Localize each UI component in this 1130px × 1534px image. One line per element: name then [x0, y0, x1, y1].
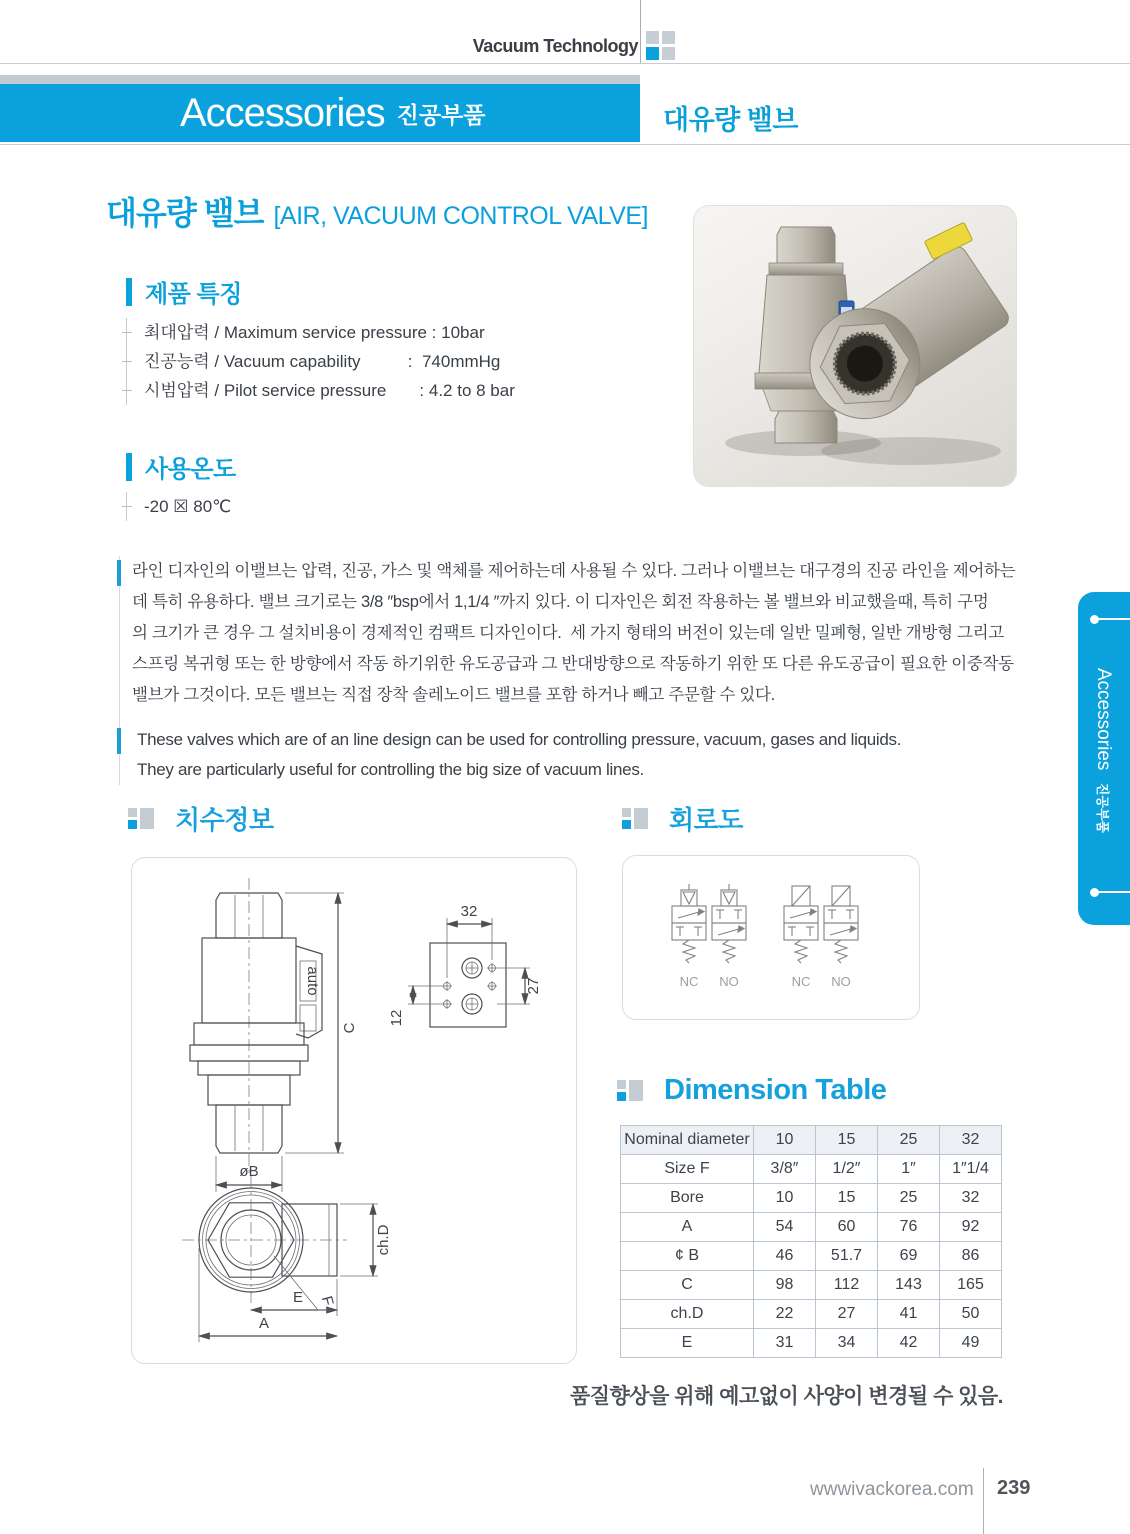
feature-item: 시범압력 / Pilot service pressure : 4.2 to 8 bar [127, 376, 687, 405]
checker-section-icon [622, 808, 654, 829]
circuit-label-no-2: NO [831, 974, 851, 989]
brand-header: Vacuum Technology [472, 36, 638, 56]
table-cell-value: 112 [816, 1271, 878, 1300]
spec-change-footnote: 품질향상을 위해 예고없이 사양이 변경될 수 있음. [569, 1385, 1003, 1408]
category-title: Accessories [180, 90, 385, 135]
valve-symbol-nc-pilot [672, 884, 706, 963]
checker-section-icon [617, 1080, 649, 1101]
section-heading-features [126, 274, 242, 309]
table-header-value: 25 [878, 1126, 940, 1155]
dim-label-c: C [341, 1022, 358, 1034]
valve-photo-illustration [693, 205, 1017, 487]
description-block [119, 556, 1082, 785]
table-cell-value: 41 [878, 1300, 940, 1329]
description-line-korean: 라인 디자인의 이밸브는 압력, 진공, 가스 및 액체를 제어하는데 사용될 수 있다. 그러나 이밸브는 대구경의 진공 라인을 제어하는 [132, 562, 1016, 580]
dim-label-f: F [317, 1294, 337, 1308]
table-cell-value: 51.7 [816, 1242, 878, 1271]
valve-symbol-nc-solenoid [784, 886, 818, 963]
checker-section-icon [128, 808, 160, 829]
table-row-label: Size F [621, 1155, 754, 1184]
page-title-english: [AIR, VACUUM CONTROL VALVE] [273, 202, 648, 230]
circuit-diagram [623, 856, 919, 1019]
description-line-korean: 스프링 복귀형 또는 한 방향에서 작동 하기위한 유도공급과 그 반대방향으로 작동하기 위한 또 다른 유도공급이 필요한 이중작동 [132, 655, 1014, 673]
page-title-korean: 대유량 밸브 [106, 195, 264, 231]
page-number-divider [983, 1468, 984, 1534]
section-heading-circuit [622, 800, 743, 837]
description-line-korean: 데 특히 유용하다. 밸브 크기로는 3/8 ″bsp에서 1,1/4 ″까지 있다. 이 디자인은 회전 작용하는 볼 밸브와 비교했을때, 특히 구멍 [132, 593, 989, 611]
table-cell-value: 15 [816, 1184, 878, 1213]
table-row [621, 1155, 1002, 1184]
tab-line-bottom [1096, 891, 1130, 893]
description-line-english: They are particularly useful for controlling the big size of vacuum lines. [137, 760, 644, 779]
table-row-label: C [621, 1271, 754, 1300]
table-row [621, 1184, 1002, 1213]
tab-label-korean: 진공부품 [1095, 782, 1110, 834]
description-line-korean: 밸브가 그것이다. 모든 밸브는 직접 장착 솔레노이드 밸브를 포함 하거나 빼고 주문할 수 있다. [132, 686, 775, 704]
header-rule-bottom [0, 144, 1130, 145]
table-cell-value: 92 [940, 1213, 1002, 1242]
table-cell-value: 1″ [878, 1155, 940, 1184]
section-heading-dimension-table [617, 1074, 886, 1107]
feature-item: 최대압력 / Maximum service pressure : 10bar [127, 318, 687, 347]
table-cell-value: 50 [940, 1300, 1002, 1329]
dimension-table-heading-label: Dimension Table [664, 1074, 887, 1106]
valve-symbol-no-solenoid [824, 886, 858, 963]
table-cell-value: 10 [754, 1184, 816, 1213]
table-cell-value: 165 [940, 1271, 1002, 1300]
table-row [621, 1271, 1002, 1300]
table-header-label: Nominal diameter [621, 1126, 754, 1155]
table-row-label: A [621, 1213, 754, 1242]
table-row [621, 1213, 1002, 1242]
category-banner [0, 84, 640, 142]
header-divider-vertical [640, 0, 641, 63]
dim-label-e: E [292, 1289, 304, 1306]
table-cell-value: 22 [754, 1300, 816, 1329]
feature-list [126, 318, 687, 405]
temperature-list [126, 492, 687, 521]
tab-label [1092, 668, 1114, 833]
dimensions-heading-label: 치수정보 [175, 805, 274, 835]
valve-side-label: auto [304, 966, 321, 996]
category-gray-bar [0, 75, 640, 84]
table-header-value: 10 [754, 1126, 816, 1155]
table-cell-value: 98 [754, 1271, 816, 1300]
circuit-diagram-panel [622, 855, 920, 1020]
circuit-label-nc-1: NC [679, 974, 699, 989]
table-cell-value: 69 [878, 1242, 940, 1271]
dimension-drawing-panel [131, 857, 577, 1364]
dim-label-ob: øB [239, 1163, 259, 1180]
heading-accent-bar [126, 278, 132, 306]
sidebar-tab-accessories [1078, 592, 1130, 925]
circuit-heading-label: 회로도 [669, 805, 743, 835]
description-line-english: These valves which are of an line design can be used for controlling pressure, vacuum, gases and liquids. [137, 730, 902, 749]
dim-label-32: 32 [460, 903, 478, 920]
tab-line-top [1096, 618, 1130, 620]
description-english [132, 725, 1082, 785]
table-cell-value: 27 [816, 1300, 878, 1329]
table-cell-value: 49 [940, 1329, 1002, 1358]
dimension-table [620, 1125, 1002, 1358]
category-subtitle: 진공부품 [396, 101, 486, 128]
table-cell-value: 46 [754, 1242, 816, 1271]
section-heading-temperature [126, 449, 236, 484]
dim-label-12: 12 [388, 1009, 405, 1027]
table-cell-value: 34 [816, 1329, 878, 1358]
product-photo [693, 205, 1017, 487]
table-row [621, 1300, 1002, 1329]
page-number: 239 [997, 1477, 1031, 1499]
header-rule-top [0, 63, 1130, 64]
tab-label-english: Accessories [1093, 668, 1114, 771]
plate-view [388, 903, 542, 1027]
valve-symbol-no-pilot [712, 884, 746, 963]
table-cell-value: 1/2″ [816, 1155, 878, 1184]
temperature-heading-label: 사용온도 [145, 456, 236, 483]
table-header-value: 15 [816, 1126, 878, 1155]
page-topic: 대유량 밸브 [663, 105, 798, 135]
dim-label-a: A [258, 1315, 270, 1332]
circuit-label-no-1: NO [719, 974, 739, 989]
section-heading-dimensions [128, 800, 273, 837]
table-cell-value: 25 [878, 1184, 940, 1213]
valve-dimension-drawing [132, 858, 576, 1363]
table-cell-value: 143 [878, 1271, 940, 1300]
description-korean [132, 556, 1082, 711]
dim-label-chd: ch.D [375, 1224, 392, 1256]
table-cell-value: 32 [940, 1184, 1002, 1213]
circuit-label-nc-2: NC [791, 974, 811, 989]
table-row-label: Bore [621, 1184, 754, 1213]
front-view [190, 878, 358, 1192]
description-line-korean: 의 크기가 큰 경우 그 설치비용이 경제적인 컴팩트 디자인이다. 세 가지 형태의 버전이 있는데 일반 밀폐형, 일반 개방형 그리고 [132, 624, 1004, 642]
table-row [621, 1329, 1002, 1358]
table-cell-value: 1″1/4 [940, 1155, 1002, 1184]
temperature-value: -20 ☒ 80℃ [127, 492, 687, 521]
table-header-value: 32 [940, 1126, 1002, 1155]
features-heading-label: 제품 특징 [145, 281, 242, 308]
table-cell-value: 42 [878, 1329, 940, 1358]
feature-item: 진공능력 / Vacuum capability : 740mmHg [127, 347, 687, 376]
table-row-label: ¢ B [621, 1242, 754, 1271]
dimension-table-header-row [621, 1126, 1002, 1155]
heading-accent-bar [126, 453, 132, 481]
table-row [621, 1242, 1002, 1271]
table-cell-value: 31 [754, 1329, 816, 1358]
website-url: wwwivackorea.com [810, 1479, 974, 1500]
checker-logo-icon [646, 31, 676, 61]
dim-label-27: 27 [525, 977, 542, 995]
table-cell-value: 54 [754, 1213, 816, 1242]
bottom-view [182, 1176, 392, 1342]
table-row-label: ch.D [621, 1300, 754, 1329]
page-title [106, 188, 648, 234]
table-cell-value: 60 [816, 1213, 878, 1242]
table-row-label: E [621, 1329, 754, 1358]
table-cell-value: 86 [940, 1242, 1002, 1271]
table-cell-value: 3/8″ [754, 1155, 816, 1184]
table-cell-value: 76 [878, 1213, 940, 1242]
